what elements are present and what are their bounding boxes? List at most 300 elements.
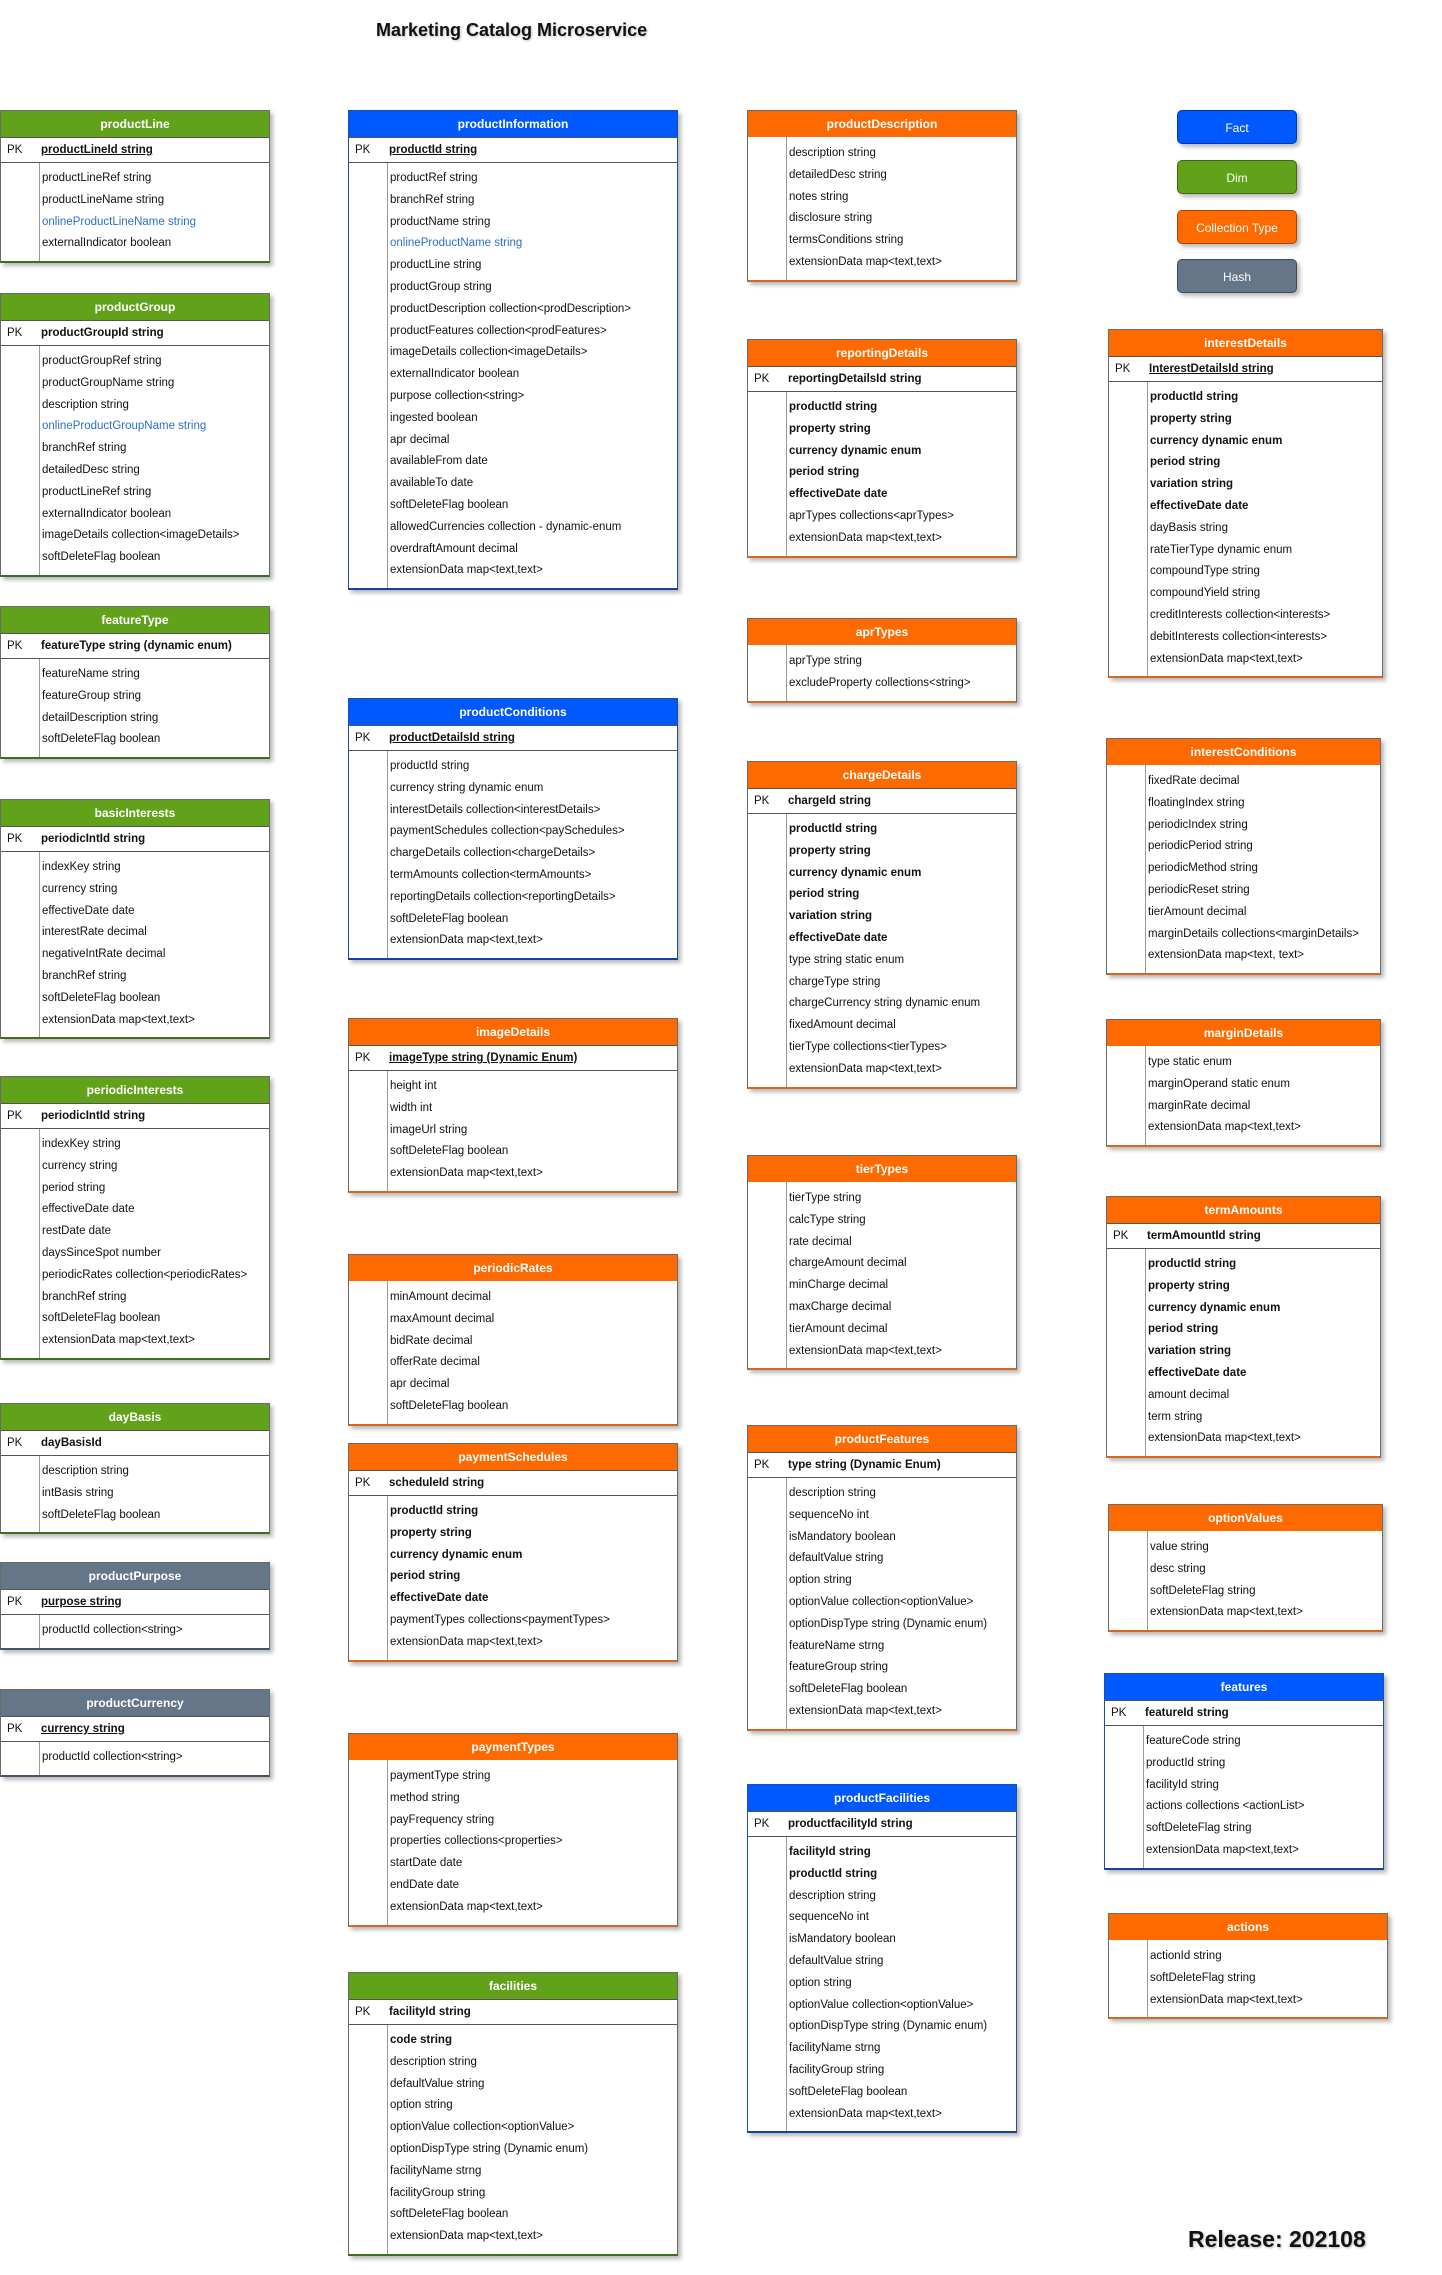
key-gutter (349, 1281, 388, 1424)
entity-title: productFeatures (748, 1426, 1016, 1452)
field: extensionData map<text,text> (789, 531, 942, 544)
pk-label: PK (7, 144, 23, 156)
field: productId string (390, 760, 470, 772)
field: effectiveDate date (1150, 499, 1249, 512)
key-gutter (748, 1478, 787, 1729)
field: externalIndicator boolean (42, 237, 172, 250)
field: bidRate decimal (390, 1334, 473, 1347)
pk-label: PK (754, 795, 770, 807)
field-list (388, 1760, 677, 1925)
key-gutter (349, 1496, 388, 1660)
entity-title: facilities (349, 1973, 677, 1999)
entity-title: productPurpose (1, 1563, 269, 1589)
entity-productCurrency (0, 1689, 270, 1777)
field-list (1146, 1046, 1380, 1145)
field: isMandatory boolean (789, 1530, 896, 1543)
field: actions collections <actionList> (1146, 1800, 1305, 1813)
field: variation string (789, 910, 873, 923)
legend-dim: Dim (1177, 160, 1297, 194)
primary-key-field: facilityId string (389, 2006, 471, 2018)
field-list (1148, 1531, 1382, 1630)
entity-title: featureType (1, 607, 269, 633)
field: option string (390, 2099, 453, 2112)
key-gutter (1107, 1046, 1146, 1145)
field: period string (789, 466, 860, 479)
field: productLineName string (42, 193, 165, 206)
pk-label: PK (355, 144, 371, 156)
field: extensionData map<text,text> (789, 1344, 942, 1357)
legend-hash: Hash (1177, 259, 1297, 293)
field: effectiveDate date (789, 488, 888, 501)
key-gutter (1109, 1531, 1148, 1630)
field: featureGroup string (789, 1661, 889, 1674)
field: extensionData map<text, text> (1148, 949, 1304, 962)
field: availableFrom date (390, 455, 488, 468)
entity-productInformation (348, 110, 678, 590)
pk-label: PK (754, 373, 770, 385)
field: extensionData map<text,text> (1150, 1993, 1303, 2006)
field: sequenceNo int (789, 1508, 869, 1521)
field: softDeleteFlag boolean (789, 1683, 908, 1696)
field: paymentSchedules collection<paySchedules> (390, 825, 625, 838)
primary-key-field: termAmountId string (1147, 1230, 1261, 1242)
field-list (40, 163, 269, 261)
field: currency dynamic enum (789, 444, 922, 457)
key-gutter (748, 1182, 787, 1368)
field: facilityGroup string (390, 2186, 486, 2199)
key-gutter (349, 1071, 388, 1191)
primary-key-field: productfacilityId string (788, 1818, 913, 1830)
field: amount decimal (1148, 1388, 1230, 1401)
pk-label: PK (355, 1477, 371, 1489)
pk-label: PK (7, 327, 23, 339)
field: optionValue collection<optionValue> (390, 2121, 575, 2134)
field: description string (789, 1487, 876, 1499)
entity-periodicInterests (0, 1076, 270, 1360)
field: productRef string (390, 172, 478, 184)
field: description string (390, 2055, 477, 2068)
primary-key-field: periodicIntId string (41, 1110, 146, 1122)
field: productId string (789, 401, 878, 413)
entity-reportingDetails (747, 339, 1017, 558)
field: negativeIntRate decimal (42, 948, 166, 961)
field: option string (789, 1976, 852, 1989)
field: currency dynamic enum (390, 1548, 523, 1561)
key-gutter (1, 659, 40, 757)
field: optionDispType string (Dynamic enum) (390, 2142, 589, 2155)
field-list (787, 137, 1016, 280)
field-list (388, 163, 677, 588)
field-list (787, 392, 1016, 556)
field: imageDetails collection<imageDetails> (390, 346, 588, 359)
field: width int (390, 1101, 433, 1114)
field: facilityName strng (789, 2042, 881, 2055)
entity-title: termAmounts (1107, 1197, 1380, 1223)
field: dayBasis string (1150, 521, 1228, 534)
primary-key-row (349, 1045, 677, 1071)
field: indexKey string (42, 1138, 121, 1150)
primary-key-field: dayBasisId (41, 1437, 102, 1449)
entity-marginDetails (1106, 1019, 1381, 1147)
field: externalIndicator boolean (390, 368, 520, 381)
field: softDeleteFlag boolean (42, 1508, 161, 1521)
field-list (40, 1742, 269, 1775)
entity-tierTypes (747, 1155, 1017, 1370)
entity-title: periodicInterests (1, 1077, 269, 1103)
field: productName string (390, 215, 491, 228)
field: availableTo date (390, 477, 474, 490)
field: featureName string (42, 668, 140, 680)
primary-key-field: reportingDetailsId string (788, 373, 922, 385)
field: calcType string (789, 1213, 866, 1226)
field: periodicReset string (1148, 883, 1250, 896)
entity-title: aprTypes (748, 619, 1016, 645)
entity-productConditions (348, 698, 678, 960)
field: fixedAmount decimal (789, 1019, 896, 1032)
key-gutter (1, 1456, 40, 1532)
field: softDeleteFlag string (1146, 1822, 1252, 1835)
primary-key-row (349, 137, 677, 163)
field: onlineProductLineName string (42, 215, 197, 228)
field: facilityGroup string (789, 2063, 885, 2076)
field-list (1146, 765, 1380, 973)
pk-label: PK (1113, 1230, 1129, 1242)
field: extensionData map<text,text> (789, 1062, 942, 1075)
entity-title: chargeDetails (748, 762, 1016, 788)
field: effectiveDate date (390, 1592, 489, 1605)
pk-label: PK (1115, 363, 1131, 375)
entity-periodicRates (348, 1254, 678, 1426)
entity-title: interestDetails (1109, 330, 1382, 356)
field: effectiveDate date (42, 1203, 135, 1216)
field: rateTierType dynamic enum (1150, 543, 1293, 556)
field-list (388, 1071, 677, 1191)
field: value string (1150, 1541, 1209, 1553)
field: apr decimal (390, 1378, 450, 1391)
field: isMandatory boolean (789, 1933, 896, 1946)
diagram-title: Marketing Catalog Microservice (376, 20, 648, 40)
field: extensionData map<text,text> (789, 1704, 942, 1717)
field: facilityId string (1146, 1778, 1219, 1791)
primary-key-row (1105, 1700, 1383, 1726)
field: productId string (1150, 391, 1239, 403)
entity-facilities (348, 1972, 678, 2256)
field: defaultValue string (789, 1552, 884, 1565)
key-gutter (349, 163, 388, 588)
field: paymentType string (390, 1770, 491, 1782)
field: fixedRate decimal (1148, 775, 1240, 787)
field-list (1148, 382, 1382, 676)
key-gutter (748, 645, 787, 701)
field: period string (789, 888, 860, 901)
field: description string (42, 398, 129, 411)
primary-key-row (349, 1470, 677, 1496)
field: branchRef string (390, 193, 475, 206)
entity-basicInterests (0, 799, 270, 1039)
field: daysSinceSpot number (42, 1246, 161, 1259)
field: softDeleteFlag boolean (390, 498, 509, 511)
primary-key-field: chargeId string (788, 795, 872, 807)
primary-key-row (1, 1430, 269, 1456)
entity-title: paymentTypes (349, 1734, 677, 1760)
key-gutter (748, 1837, 787, 2131)
field: extensionData map<text,text> (789, 2107, 942, 2120)
primary-key-row (1, 1103, 269, 1129)
field: branchRef string (42, 969, 127, 982)
field: softDeleteFlag boolean (390, 1399, 509, 1412)
entity-title: interestConditions (1107, 739, 1380, 765)
field: productId string (1148, 1258, 1237, 1270)
field: maxAmount decimal (390, 1312, 495, 1325)
primary-key-row (1, 633, 269, 659)
entity-productLine (0, 110, 270, 263)
field: productId string (789, 1867, 878, 1880)
field: imageUrl string (390, 1123, 468, 1136)
field: detailedDesc string (42, 463, 140, 476)
field: aprTypes collections<aprTypes> (789, 509, 954, 522)
field-list (787, 814, 1016, 1087)
field: indexKey string (42, 861, 121, 873)
key-gutter (349, 751, 388, 958)
key-gutter (1109, 382, 1148, 676)
field: softDeleteFlag boolean (390, 912, 509, 925)
field: effectiveDate date (1148, 1366, 1247, 1379)
release-label: Release: 202108 (1188, 2226, 1366, 2252)
field: optionDispType string (Dynamic enum) (789, 1617, 988, 1630)
field: purpose collection<string> (390, 389, 525, 402)
field: floatingIndex string (1148, 796, 1245, 809)
pk-label: PK (355, 2006, 371, 2018)
field-list (1144, 1726, 1383, 1868)
entity-title: productInformation (349, 111, 677, 137)
field: productId string (390, 1505, 479, 1517)
key-gutter (349, 1760, 388, 1925)
field: aprType string (789, 655, 862, 667)
entity-title: marginDetails (1107, 1020, 1380, 1046)
field-list (40, 659, 269, 757)
field: softDeleteFlag boolean (390, 1145, 509, 1158)
key-gutter (349, 2025, 388, 2254)
field: interestRate decimal (42, 926, 147, 939)
field: productDescription collection<prodDescription> (390, 302, 631, 315)
field-list (787, 1182, 1016, 1368)
field: extensionData map<text,text> (42, 1013, 195, 1026)
field: softDeleteFlag boolean (390, 2208, 509, 2221)
field: productGroupRef string (42, 355, 162, 367)
field: extensionData map<text,text> (1150, 1606, 1303, 1619)
field: productGroupName string (42, 376, 175, 389)
field: payFrequency string (390, 1813, 495, 1826)
entity-chargeDetails (747, 761, 1017, 1089)
field: variation string (1150, 478, 1234, 491)
field: marginOperand static enum (1148, 1077, 1290, 1090)
field: period string (42, 1181, 106, 1194)
key-gutter (1107, 1249, 1146, 1456)
key-gutter (1, 1129, 40, 1358)
field: currency string dynamic enum (390, 781, 544, 794)
field: termsConditions string (789, 234, 904, 247)
field: tierType string (789, 1192, 862, 1204)
primary-key-row (1, 137, 269, 163)
field: chargeCurrency string dynamic enum (789, 997, 981, 1010)
field: restDate date (42, 1225, 112, 1238)
entity-paymentTypes (348, 1733, 678, 1927)
field: property string (1150, 412, 1232, 425)
field: productId collection<string> (42, 1751, 183, 1763)
key-gutter (1, 163, 40, 261)
field: softDeleteFlag boolean (42, 551, 161, 564)
field-list (388, 1496, 677, 1660)
field: marginRate decimal (1148, 1099, 1251, 1112)
key-gutter (1109, 1940, 1148, 2017)
field: defaultValue string (789, 1954, 884, 1967)
field: intBasis string (42, 1486, 114, 1499)
pk-label: PK (754, 1818, 770, 1830)
field: branchRef string (42, 442, 127, 455)
field: minAmount decimal (390, 1291, 491, 1303)
field: productId string (1146, 1756, 1226, 1769)
field: termAmounts collection<termAmounts> (390, 868, 592, 881)
field: detailDescription string (42, 711, 159, 724)
field: type static enum (1148, 1056, 1232, 1068)
field: property string (789, 844, 871, 857)
field: periodicIndex string (1148, 818, 1248, 831)
primary-key-field: currency string (41, 1723, 125, 1735)
field: apr decimal (390, 433, 450, 446)
entity-title: productCurrency (1, 1690, 269, 1716)
field: compoundYield string (1150, 587, 1261, 600)
field: chargeType string (789, 975, 881, 988)
field: externalIndicator boolean (42, 507, 172, 520)
field: sequenceNo int (789, 1911, 869, 1924)
field: currency string (42, 1159, 118, 1172)
field: featureName strng (789, 1639, 885, 1652)
pk-label: PK (7, 1110, 23, 1122)
field: period string (390, 1570, 461, 1583)
pk-label: PK (1111, 1707, 1127, 1719)
field: extensionData map<text,text> (390, 934, 543, 947)
field: extensionData map<text,text> (390, 1167, 543, 1180)
entity-title: productFacilities (748, 1785, 1016, 1811)
field: method string (390, 1791, 460, 1804)
field: extensionData map<text,text> (1146, 1843, 1299, 1856)
key-gutter (1107, 765, 1146, 973)
field-list (40, 1615, 269, 1648)
field: description string (42, 1465, 129, 1477)
field: tierType collections<tierTypes> (789, 1040, 947, 1053)
entity-optionValues (1108, 1504, 1383, 1632)
field: softDeleteFlag boolean (789, 2085, 908, 2098)
field-list (787, 1478, 1016, 1729)
entity-dayBasis (0, 1403, 270, 1534)
entity-title: paymentSchedules (349, 1444, 677, 1470)
primary-key-row (1107, 1223, 1380, 1249)
primary-key-row (748, 788, 1016, 814)
field: featureGroup string (42, 689, 142, 702)
field-list (1146, 1249, 1380, 1456)
pk-label: PK (7, 1437, 23, 1449)
field: productLineRef string (42, 485, 152, 498)
field: extensionData map<text,text> (390, 2230, 543, 2243)
entity-features (1104, 1673, 1384, 1870)
entity-title: basicInterests (1, 800, 269, 826)
primary-key-row (1109, 356, 1382, 382)
field: optionDispType string (Dynamic enum) (789, 2020, 988, 2033)
field: featureCode string (1146, 1735, 1241, 1747)
field-list (40, 1456, 269, 1532)
entity-title: features (1105, 1674, 1383, 1700)
primary-key-field: productGroupId string (41, 327, 164, 339)
field: onlineProductGroupName string (42, 420, 207, 433)
entity-actions (1108, 1913, 1388, 2019)
field: softDeleteFlag boolean (42, 991, 161, 1004)
field: chargeAmount decimal (789, 1257, 907, 1270)
primary-key-field: featureId string (1145, 1707, 1229, 1719)
field: currency dynamic enum (789, 866, 922, 879)
field: branchRef string (42, 1290, 127, 1303)
field: extensionData map<text,text> (1150, 652, 1303, 665)
primary-key-field: periodicIntId string (41, 833, 146, 845)
field: notes string (789, 190, 849, 203)
primary-key-field: imageType string (Dynamic Enum) (389, 1052, 578, 1064)
field: facilityName strng (390, 2164, 482, 2177)
key-gutter (1, 852, 40, 1037)
field-list (1148, 1940, 1387, 2017)
field: productFeatures collection<prodFeatures> (390, 324, 607, 337)
key-gutter (748, 137, 787, 280)
primary-key-row (1, 1716, 269, 1742)
primary-key-field: productLineId string (41, 144, 153, 156)
field: defaultValue string (390, 2077, 485, 2090)
field: imageDetails collection<imageDetails> (42, 529, 240, 542)
field: extensionData map<text,text> (1148, 1121, 1301, 1134)
field: description string (789, 1889, 876, 1902)
primary-key-row (748, 1811, 1016, 1837)
pk-label: PK (7, 1596, 23, 1608)
primary-key-row (349, 1999, 677, 2025)
field: tierAmount decimal (789, 1322, 888, 1335)
entity-title: periodicRates (349, 1255, 677, 1281)
field: productLine string (390, 259, 482, 272)
entity-title: actions (1109, 1914, 1387, 1940)
entity-title: optionValues (1109, 1505, 1382, 1531)
entity-title: dayBasis (1, 1404, 269, 1430)
entity-title: productGroup (1, 294, 269, 320)
field: type string static enum (789, 953, 905, 966)
entity-imageDetails (348, 1018, 678, 1193)
field-list (388, 751, 677, 958)
primary-key-field: scheduleId string (389, 1477, 485, 1489)
primary-key-row (748, 1452, 1016, 1478)
field: periodicMethod string (1148, 862, 1258, 875)
field: height int (390, 1080, 437, 1092)
field: softDeleteFlag boolean (42, 1312, 161, 1325)
field: currency string (42, 882, 118, 895)
field: compoundType string (1150, 565, 1260, 578)
key-gutter (1105, 1726, 1144, 1868)
field: periodicRates collection<periodicRates> (42, 1268, 248, 1281)
field: excludeProperty collections<string> (789, 676, 971, 689)
primary-key-row (748, 366, 1016, 392)
field: currency dynamic enum (1148, 1301, 1281, 1314)
field: tierAmount decimal (1148, 905, 1247, 918)
primary-key-field: productId string (389, 144, 478, 156)
primary-key-field: type string (Dynamic Enum) (788, 1459, 941, 1471)
field: debitInterests collection<interests> (1150, 630, 1328, 643)
pk-label: PK (7, 640, 23, 652)
field: property string (1148, 1279, 1230, 1292)
field: productId string (789, 823, 878, 835)
